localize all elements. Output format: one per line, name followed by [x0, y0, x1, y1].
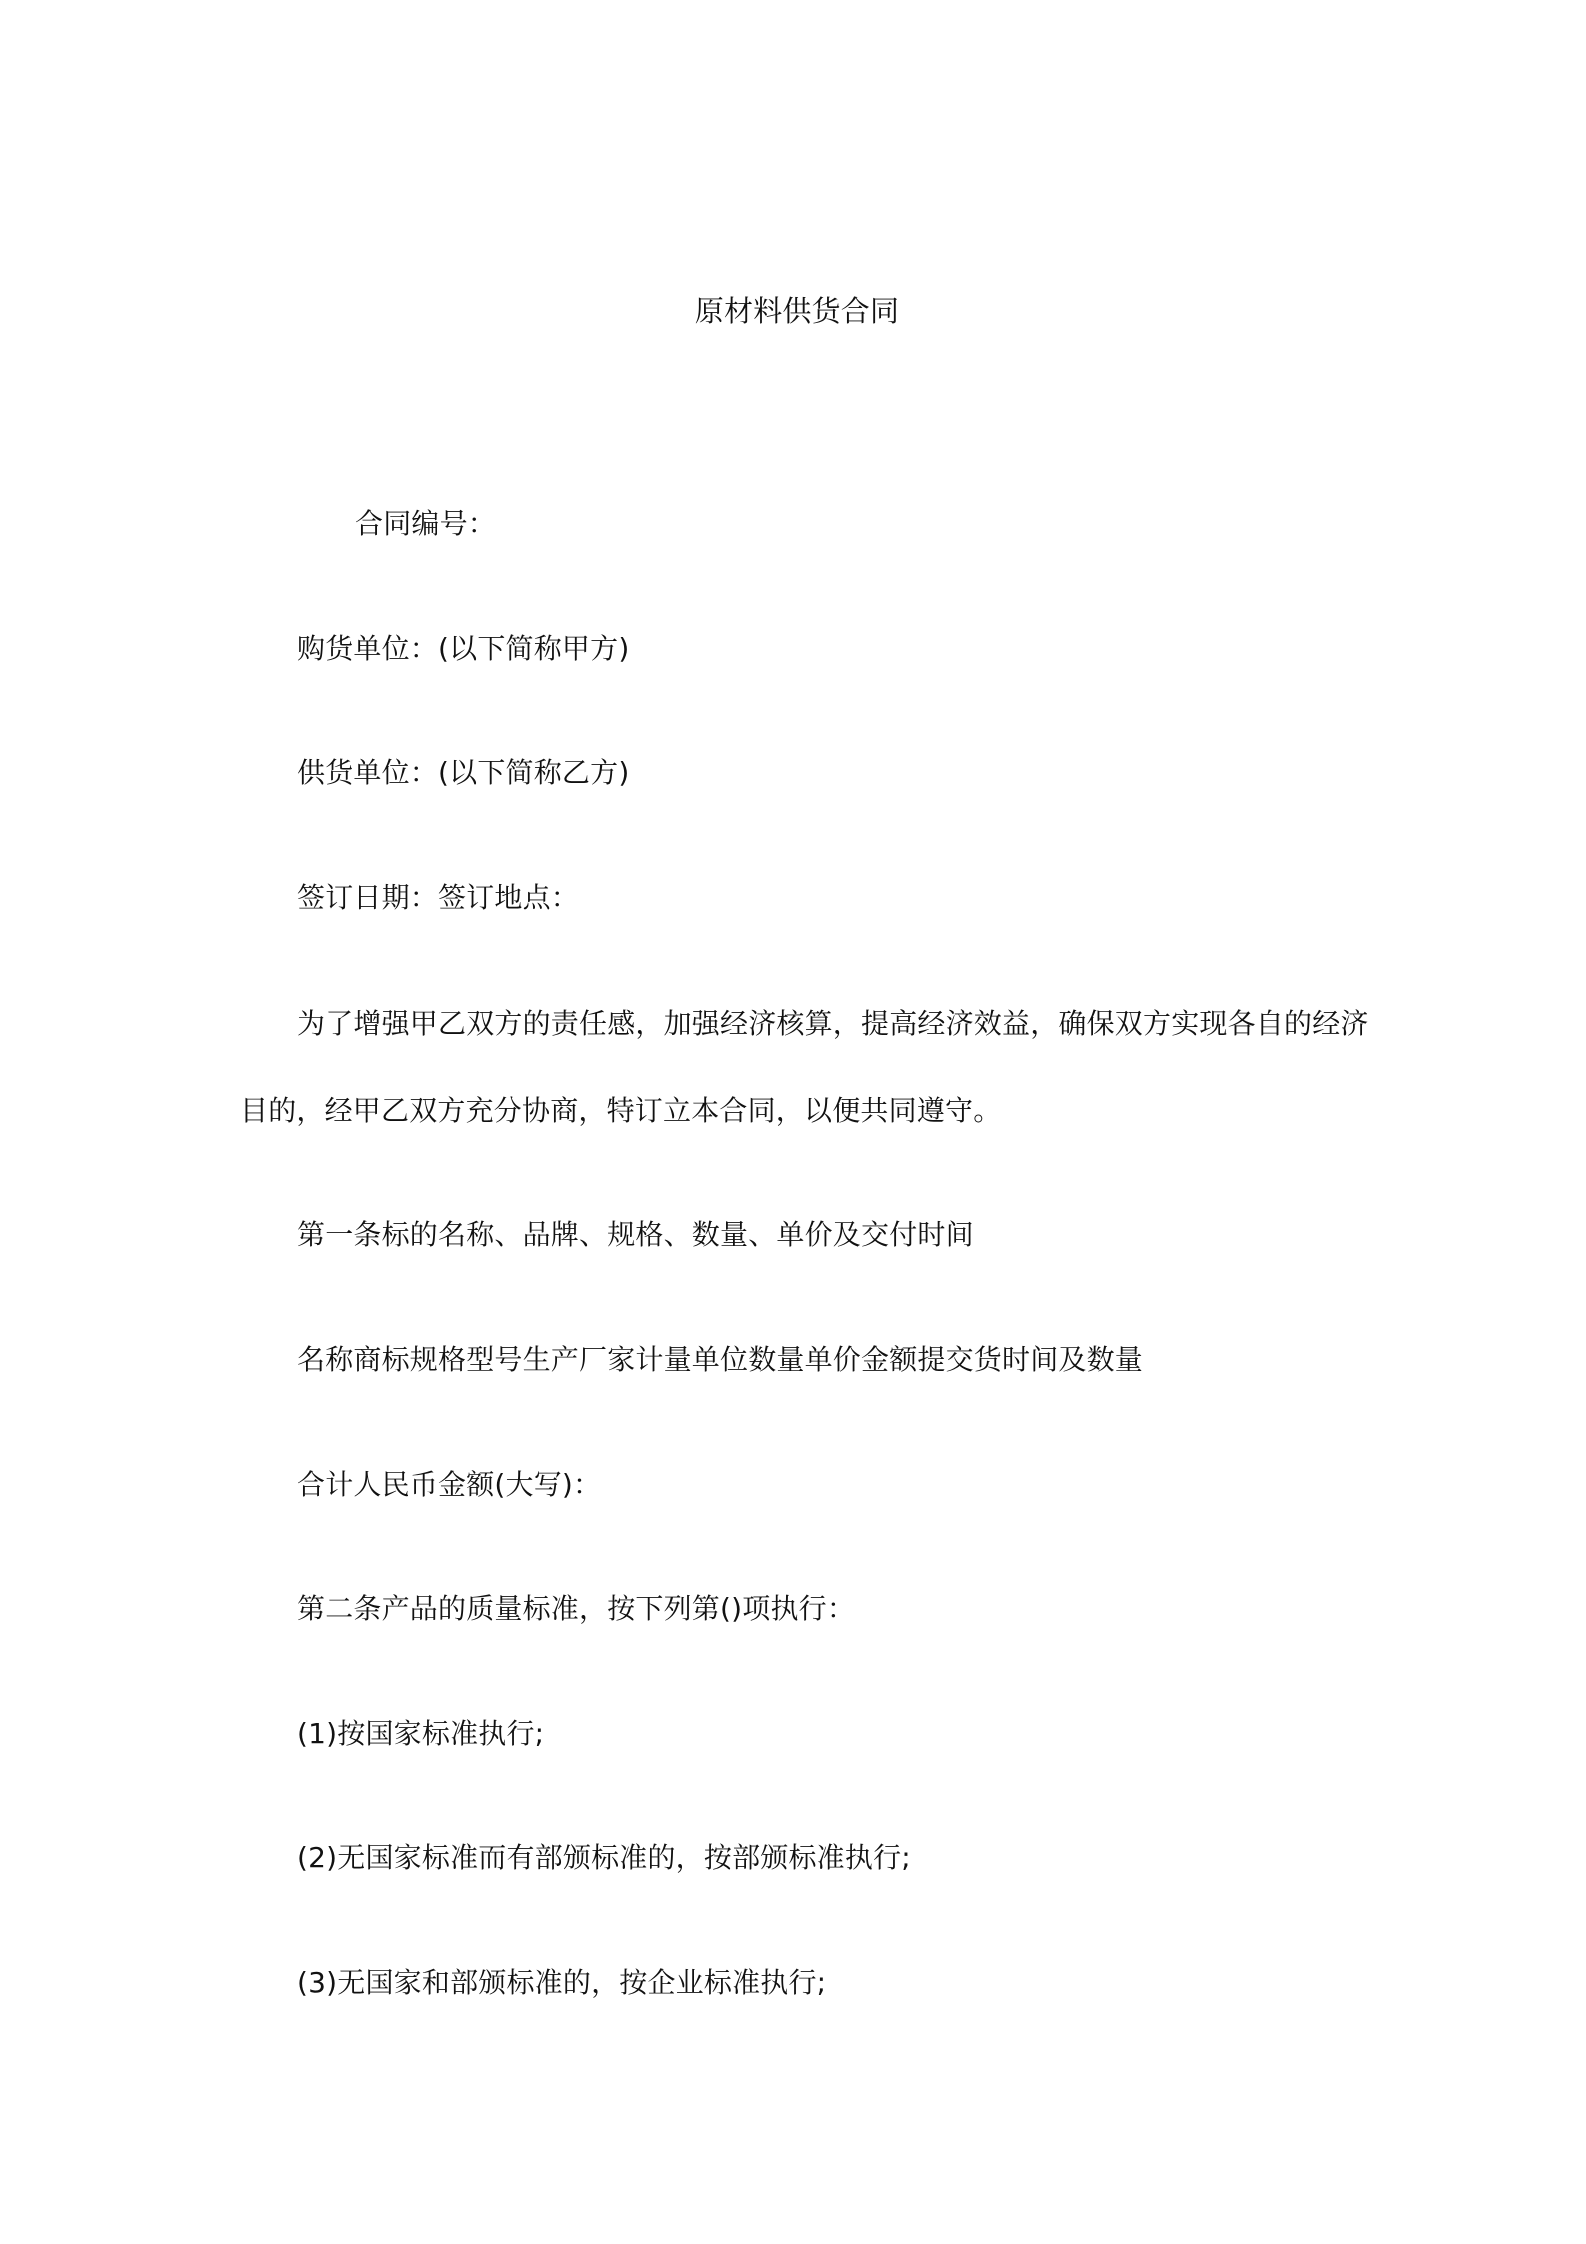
- total-amount-line: 合计人民币金额(大写)：: [297, 1468, 602, 1501]
- document-title-text: 原材料供货合同: [694, 294, 900, 328]
- quality-item-1: (1)按国家标准执行;: [297, 1717, 545, 1750]
- article-1-heading: 第一条标的名称、品牌、规格、数量、单价及交付时间: [297, 1218, 974, 1251]
- supplier-line: 供货单位：(以下简称乙方): [297, 756, 630, 789]
- contract-number-line: 合同编号：: [355, 507, 497, 540]
- goods-table-header-line: 名称商标规格型号生产厂家计量单位数量单价金额提交货时间及数量: [297, 1343, 1144, 1376]
- quality-item-3: (3)无国家和部颁标准的，按企业标准执行;: [297, 1966, 827, 1999]
- intro-paragraph-line-2: 目的，经甲乙双方充分协商，特订立本合同，以便共同遵守。: [240, 1094, 1002, 1127]
- buyer-line: 购货单位：(以下简称甲方): [297, 632, 630, 665]
- article-2-heading: 第二条产品的质量标准，按下列第()项执行：: [297, 1592, 856, 1625]
- intro-paragraph-line-1: 为了增强甲乙双方的责任感，加强经济核算，提高经济效益，确保双方实现各自的经济: [297, 1007, 1369, 1040]
- document-title: [0, 293, 1586, 329]
- sign-date-place-line: 签订日期：签订地点：: [297, 881, 580, 914]
- quality-item-2: (2)无国家标准而有部颁标准的，按部颁标准执行;: [297, 1841, 911, 1874]
